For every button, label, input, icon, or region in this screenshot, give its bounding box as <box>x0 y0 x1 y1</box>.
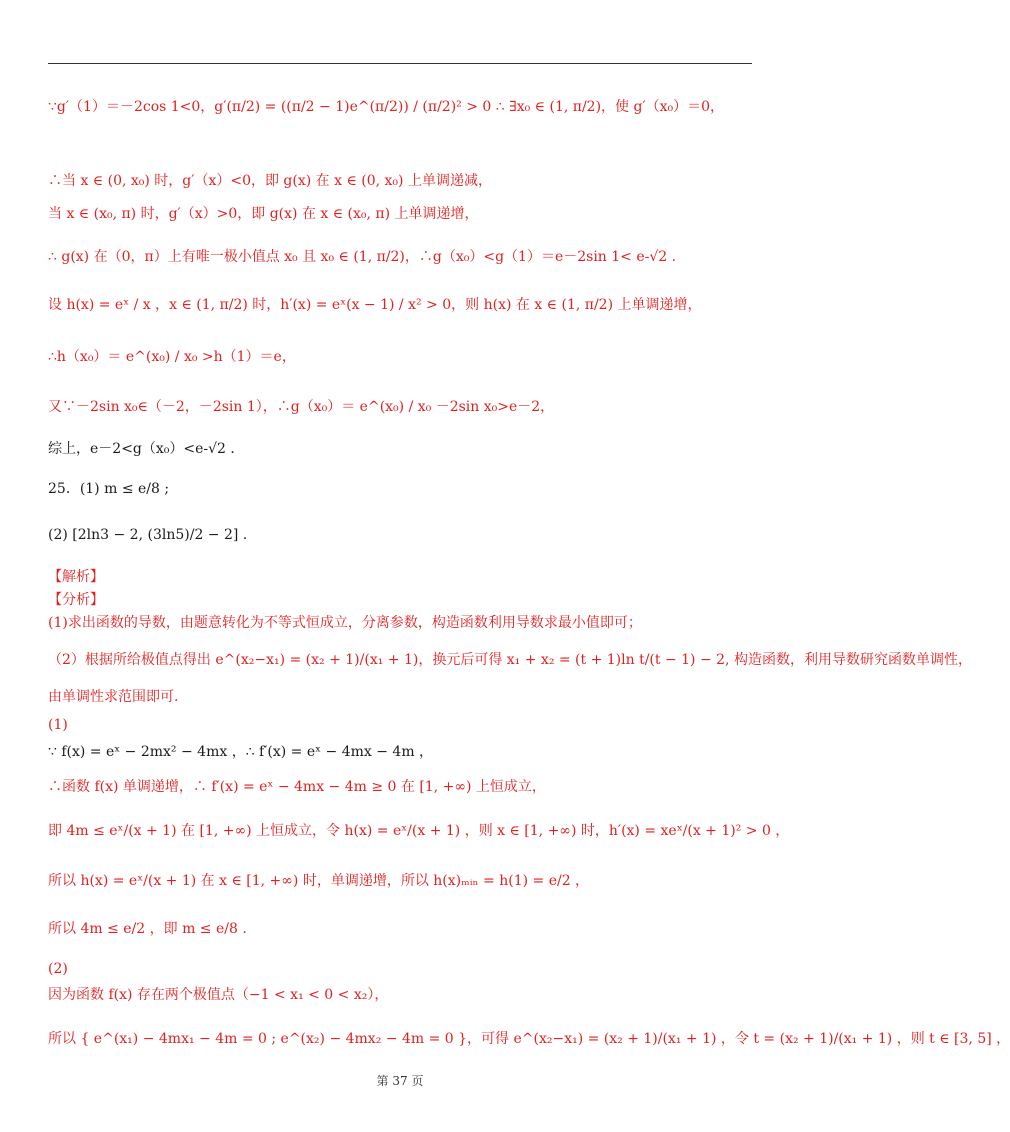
section-heading: 【解析】 <box>48 569 104 585</box>
text-line: ∴h（x₀）＝ e^(x₀) / x₀ >h（1）＝e， <box>48 349 296 365</box>
text-line: 综上，e－2<g（x₀）<e-√2 ． <box>48 441 245 457</box>
part-label: (2) <box>48 961 68 977</box>
text-line: 由单调性求范围即可. <box>48 689 179 705</box>
text-line: 所以 h(x) = eˣ/(x + 1) 在 x ∈ [1, +∞) 时，单调递增，所以 h(x)ₘᵢₙ = h(1) = e/2 ， <box>48 873 590 889</box>
text-line: ∴当 x ∈ (0, x₀) 时，g′（x）<0，即 g(x) 在 x ∈ (0, x₀) 上单调递减， <box>48 173 492 189</box>
section-heading: 【分析】 <box>48 592 104 608</box>
text-line: ∵g′（1）＝－2cos 1<0，g′(π/2) = ((π/2 − 1)e^(π/2)) / (π/2)² > 0 ∴ ∃x₀ ∈ (1, π/2)，使 g′（x₀）＝0， <box>48 99 725 115</box>
text-line: 当 x ∈ (x₀, π) 时，g′（x）>0，即 g(x) 在 x ∈ (x₀, π) 上单调递增， <box>48 206 479 222</box>
text-line: 所以 4m ≤ e/2 ，即 m ≤ e/8 . <box>48 921 247 937</box>
text-line: ∴ g(x) 在（0，π）上有唯一极小值点 x₀ 且 x₀ ∈ (1, π/2)，∴g（x₀）<g（1）＝e－2sin 1< e-√2 . <box>48 249 677 265</box>
page-number: 第 37 页 <box>376 1074 424 1088</box>
text-line: 设 h(x) = eˣ / x ，x ∈ (1, π/2) 时，h′(x) = eˣ(x − 1) / x² > 0，则 h(x) 在 x ∈ (1, π/2) 上单调递增， <box>48 297 702 313</box>
answer-line: (2) [2ln3 − 2, (3ln5)/2 − 2] . <box>48 527 248 543</box>
part-label: (1) <box>48 717 68 733</box>
text-line: 因为函数 f(x) 存在两个极值点（−1 < x₁ < 0 < x₂）， <box>48 987 389 1003</box>
answer-line: 25．(1) m ≤ e/8 ; <box>48 481 170 497</box>
text-line: 又∵－2sin x₀∈（－2，－2sin 1），∴g（x₀）＝ e^(x₀) / x₀ －2sin x₀>e－2， <box>48 399 555 415</box>
text-line: ∵ f(x) = eˣ − 2mx² − 4mx ，∴ f′(x) = eˣ − 4mx − 4m ， <box>48 744 434 760</box>
text-line: 即 4m ≤ eˣ/(x + 1) 在 [1, +∞) 上恒成立，令 h(x) = eˣ/(x + 1) ，则 x ∈ [1, +∞) 时，h′(x) = xeˣ/(x + 1)² > 0 ， <box>48 823 790 839</box>
text-line: ∴函数 f(x) 单调递增，∴ f′(x) = eˣ − 4mx − 4m ≥ 0 在 [1, +∞) 上恒成立， <box>48 779 546 795</box>
text-line: （2）根据所给极值点得出 e^(x₂−x₁) = (x₂ + 1)/(x₁ + 1)，换元后可得 x₁ + x₂ = (t + 1)ln t/(t − 1) − 2, 构造函数，利用导数研究函数单调性， <box>48 652 972 668</box>
text-line: 所以 { e^(x₁) − 4mx₁ − 4m = 0 ; e^(x₂) − 4mx₂ − 4m = 0 }，可得 e^(x₂−x₁) = (x₂ + 1)/(x₁ + 1) ，令 t = (x₂ + 1)/(x₁ + 1) ，则 t ∈ [3, 5] ， <box>48 1031 1010 1047</box>
text-line: (1)求出函数的导数，由题意转化为不等式恒成立，分离参数，构造函数利用导数求最小值即可； <box>48 615 642 631</box>
header-rule <box>48 63 752 64</box>
